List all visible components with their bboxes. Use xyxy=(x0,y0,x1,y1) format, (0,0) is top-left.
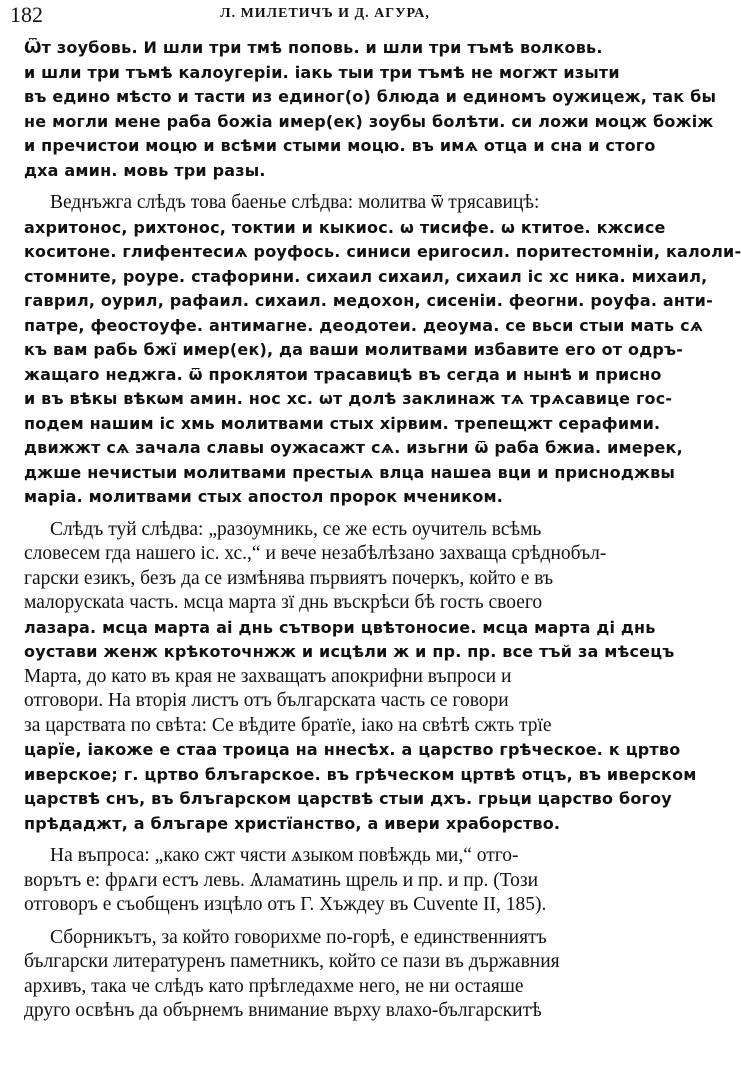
text-line: гарски езикъ, безъ да се измѣнява първиятъ почеркъ, който е въ xyxy=(24,567,554,589)
text-line: патре, феостоуфе. антимагне. деодотеи. деоума. се вьси стыи мать сѧ xyxy=(24,315,704,335)
text-line: иверское; г. цртво блъгарское. въ грѣческом цртвѣ отцъ, въ иверском xyxy=(24,764,697,784)
text-line: Веднъжга слѣдъ това баенье слѣдва: молитва ѿ трясавицѣ: xyxy=(50,192,540,213)
text-line: джше нечистыи молитвами престыѧ влца нашеа вци и присноджвы xyxy=(24,462,676,482)
text-line: български литературенъ паметникъ, който се пази въ държавния xyxy=(24,951,560,972)
paragraph xyxy=(24,36,717,183)
text-line: коситоне. глифентесиѧ роуфось. синиси еригосил. поритестомніи, калоли- xyxy=(24,242,741,261)
text-line: и пречистои моцю и всѣми стыми моцю. въ имѧ отца и сна и стого xyxy=(24,136,656,155)
text-line: оустави женж крѣкоточнжж и исцѣли ж и пр. пр. все тъй за мѣсецъ xyxy=(24,642,675,661)
text-line: движжт сѧ зачала славы оужасажт сѧ. изьгни ѿ раба бжиа. имерек, xyxy=(24,438,683,457)
text-line: стомните, роуре. стафорини. сихаил сихаил, сихаил іс хс ника. михаил, xyxy=(24,266,708,286)
text-line: архивъ, така че слѣдъ като прѣгледахме него, не ни остаяше xyxy=(24,975,524,997)
text-line: отговори. На вторія листъ отъ българската часть се говори xyxy=(24,690,509,711)
text-line: подем нашим іс хмь молитвами стых хірвим. трепещжт серафими. xyxy=(24,413,661,433)
text-line: маріа. молитвами стых апостол пророк мчеником. xyxy=(24,487,504,506)
paragraph xyxy=(24,844,640,918)
text-line: за царствата по свѣта: Се вѣдите братїе, іако на свѣтѣ сжть трїе xyxy=(24,714,552,736)
running-title: Л. МИЛЕТИЧЪ И Д. АГУРА, xyxy=(220,6,430,21)
text-line: малорускаta часть. мсца марта зї днь въскрѣси бѣ гость своего xyxy=(24,592,543,613)
page-number: 182 xyxy=(10,2,43,27)
text-line: словесем гда нашего іс. хс.,“ и вече незабѣлѣзано захваща срѣднобъл- xyxy=(24,543,607,564)
text-line: гаврил, оурил, рафаил. сихаил. медохон, сисеніи. феогни. роуфа. анти- xyxy=(24,291,713,310)
text-line: Марта, до като въ края не захващатъ апокрифни въпроси и xyxy=(24,665,512,687)
text-line: друго освѣнъ да обърнемъ внимание върху влахо-българскитѣ xyxy=(24,1000,542,1021)
text-line: На въпроса: „како сжт чясти ѧзыком повѣждь ми,“ отго- xyxy=(50,845,519,866)
text-line: и въ вѣкы вѣкωм амин. нос хс. ωт долѣ заклинаж тѧ трѧсавице гос- xyxy=(24,389,673,408)
text-line: не могли мене раба божіа имер(ек) зоубы болѣти. си ложи моцж божіж xyxy=(24,111,714,131)
text-line: отговоръ е съобщенъ изцѣло отъ Г. Хъждеу въ Cuvente II, 185). xyxy=(24,894,547,915)
page-header xyxy=(10,2,640,28)
text-line: Сборникътъ, за който говорихме по-горѣ, е единственниятъ xyxy=(50,926,547,948)
body-text xyxy=(24,36,741,1024)
text-line: Слѣдъ туй слѣдва: „разоумникь, се же есть оучитель всѣмь xyxy=(50,518,542,540)
text-line: царствѣ снъ, въ блъгарском царствѣ стыи дхъ. грьци царство богоу xyxy=(24,789,672,808)
paragraph xyxy=(24,518,697,837)
text-line: дха амин. мовь три разы. xyxy=(24,160,266,180)
text-line: лазара. мсца марта аі днь сътвори цвѣтоносие. мсца марта ді днь xyxy=(24,617,656,637)
text-line: въ едино мѣсто и тасти из единог(о) блюда и единомъ оужицеж, так бы xyxy=(24,87,717,106)
text-line: царїе, іакоже е стаа троица на ннесѣх. а царство грѣческое. к цртво xyxy=(24,740,681,759)
text-line: къ вам рабь бжї имер(ек), да ваши молитвами избавите его от одръ- xyxy=(24,340,684,359)
paragraph xyxy=(24,926,640,1024)
text-line: и шли три тъмѣ калоугеріи. іакь тыи три тъмѣ не могжт изыти xyxy=(24,62,620,82)
text-line: жащаго неджга. ѿ проклятои трасавицѣ въ сегда и нынѣ и присно xyxy=(24,364,662,384)
text-line: Ѿт зоубовь. И шли три тмѣ поповь. и шли три тъмѣ волковь. xyxy=(24,38,603,57)
text-line: ахритонос, рихтонос, токтии и кыкиос. ѡ тисифе. ѡ ктитое. кжсисе xyxy=(24,217,666,237)
text-line: ворътъ е: фрѧги естъ левь. Ѧламатинь щрель и пр. и пр. (Този xyxy=(24,869,539,891)
paragraph xyxy=(24,191,741,510)
text-line: прѣдаджт, а блъгаре христїанство, а ивери храборство. xyxy=(24,813,561,833)
